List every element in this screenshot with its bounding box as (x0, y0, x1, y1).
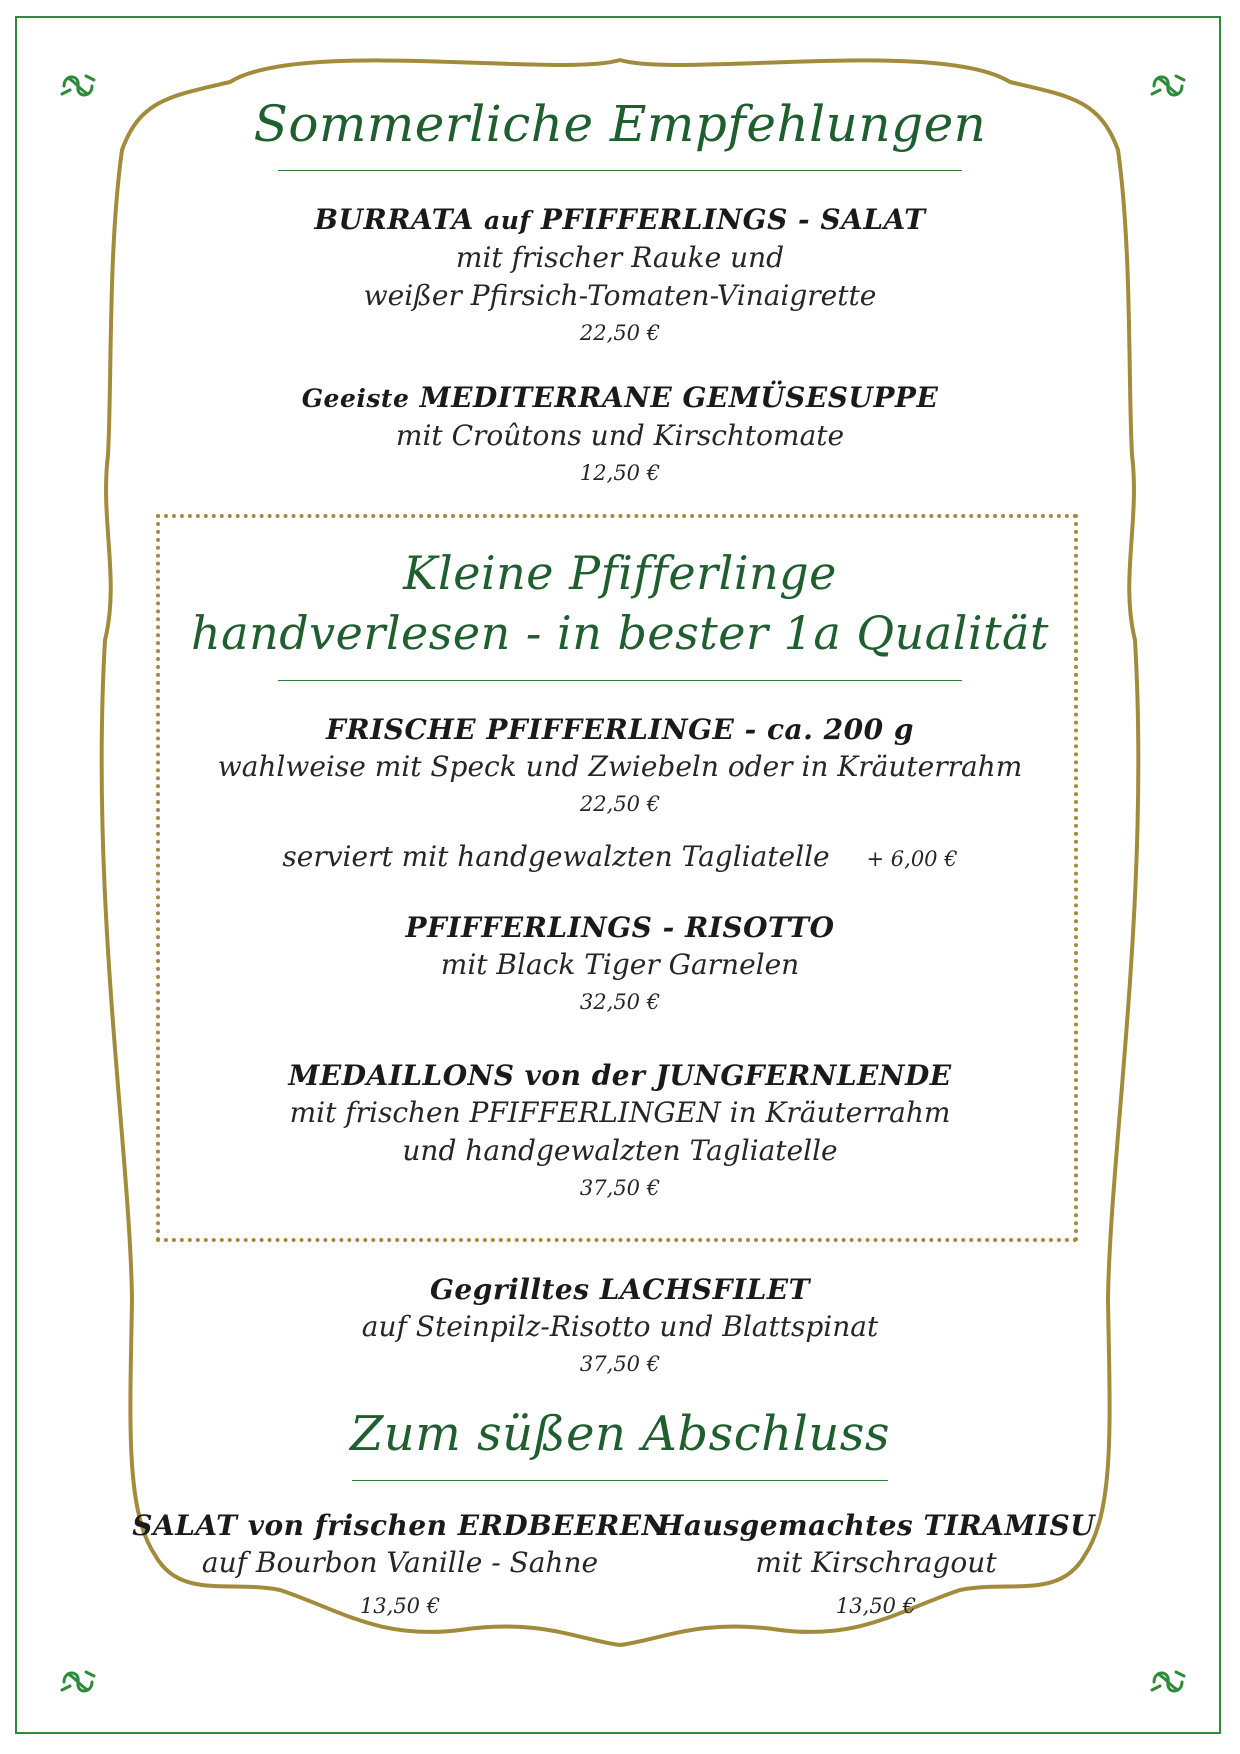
dessert-heading-rule (352, 1480, 888, 1481)
item-description: auf Steinpilz-Risotto und Blattspinat (361, 1310, 879, 1343)
menu-item-salmon (0, 1272, 1240, 1382)
item-description: weißer Pfirsich-Tomaten-Vinaigrette (363, 279, 877, 312)
addon-price: + 6,00 € (866, 847, 958, 871)
knot-ornament-icon (1148, 1664, 1188, 1700)
item-description: mit frischer Rauke und (455, 241, 785, 274)
chanterelle-heading-line2: handverlesen - in bester 1a Qualität (191, 606, 1049, 660)
item-title: SALAT von frischen ERDBEEREN (132, 1509, 668, 1542)
menu-item-fresh-chanterelles (0, 712, 1240, 822)
title-part: Geeiste (301, 384, 410, 413)
item-description: mit frischen PFIFFERLINGEN in Kräuterrahm (289, 1096, 951, 1129)
menu-item-risotto (0, 910, 1240, 1020)
item-description: wahlweise mit Speck und Zwiebeln oder in Kräuterrahm (217, 750, 1023, 783)
menu-item-burrata (0, 202, 1240, 351)
dessert-heading: Zum süßen Abschluss (349, 1406, 891, 1462)
item-price: 32,50 € (579, 990, 661, 1014)
menu-item-medaillons (0, 1058, 1240, 1206)
item-price: 37,50 € (579, 1176, 661, 1200)
item-price: 13,50 € (835, 1594, 917, 1618)
item-title: Hausgemachtes TIRAMISU (656, 1509, 1096, 1542)
item-price: 22,50 € (579, 321, 661, 345)
item-price: 37,50 € (579, 1352, 661, 1376)
tagliatelle-addon (0, 838, 1240, 878)
knot-ornament-icon (58, 1664, 98, 1700)
item-title: PFIFFERLINGS - RISOTTO (405, 911, 835, 944)
item-description: auf Bourbon Vanille - Sahne (201, 1546, 599, 1579)
chanterelle-heading-line1: Kleine Pfifferlinge (403, 546, 837, 600)
title-part: FRISCHE PFIFFERLINGE - (326, 713, 757, 746)
item-description: mit Black Tiger Garnelen (440, 948, 800, 981)
chanterelle-heading-rule (278, 680, 962, 681)
item-price: 12,50 € (579, 461, 661, 485)
menu-item-soup (0, 380, 1240, 491)
title-part: PFIFFERLINGS - SALAT (540, 203, 926, 236)
title-part: ca. 200 g (766, 713, 914, 746)
title-part: MEDITERRANE GEMÜSESUPPE (419, 381, 939, 414)
item-description: mit Croûtons und Kirschtomate (395, 419, 845, 452)
item-title: Gegrilltes LACHSFILET (430, 1273, 810, 1306)
addon-text: serviert mit handgewalzten Tagliatelle (282, 840, 830, 873)
summer-heading: Sommerliche Empfehlungen (253, 95, 987, 153)
menu-item-tiramisu (596, 1508, 1156, 1624)
item-title: MEDAILLONS von der JUNGFERNLENDE (288, 1059, 952, 1092)
summer-heading-rule (278, 170, 962, 171)
title-part: BURRATA (314, 203, 474, 236)
item-title (0, 380, 1240, 417)
item-description: und handgewalzten Tagliatelle (402, 1134, 838, 1167)
title-part: auf (484, 206, 531, 235)
item-price: 13,50 € (359, 1594, 441, 1618)
item-title (0, 712, 1240, 748)
item-price: 22,50 € (579, 792, 661, 816)
item-description: mit Kirschragout (755, 1546, 997, 1579)
item-title (0, 202, 1240, 239)
